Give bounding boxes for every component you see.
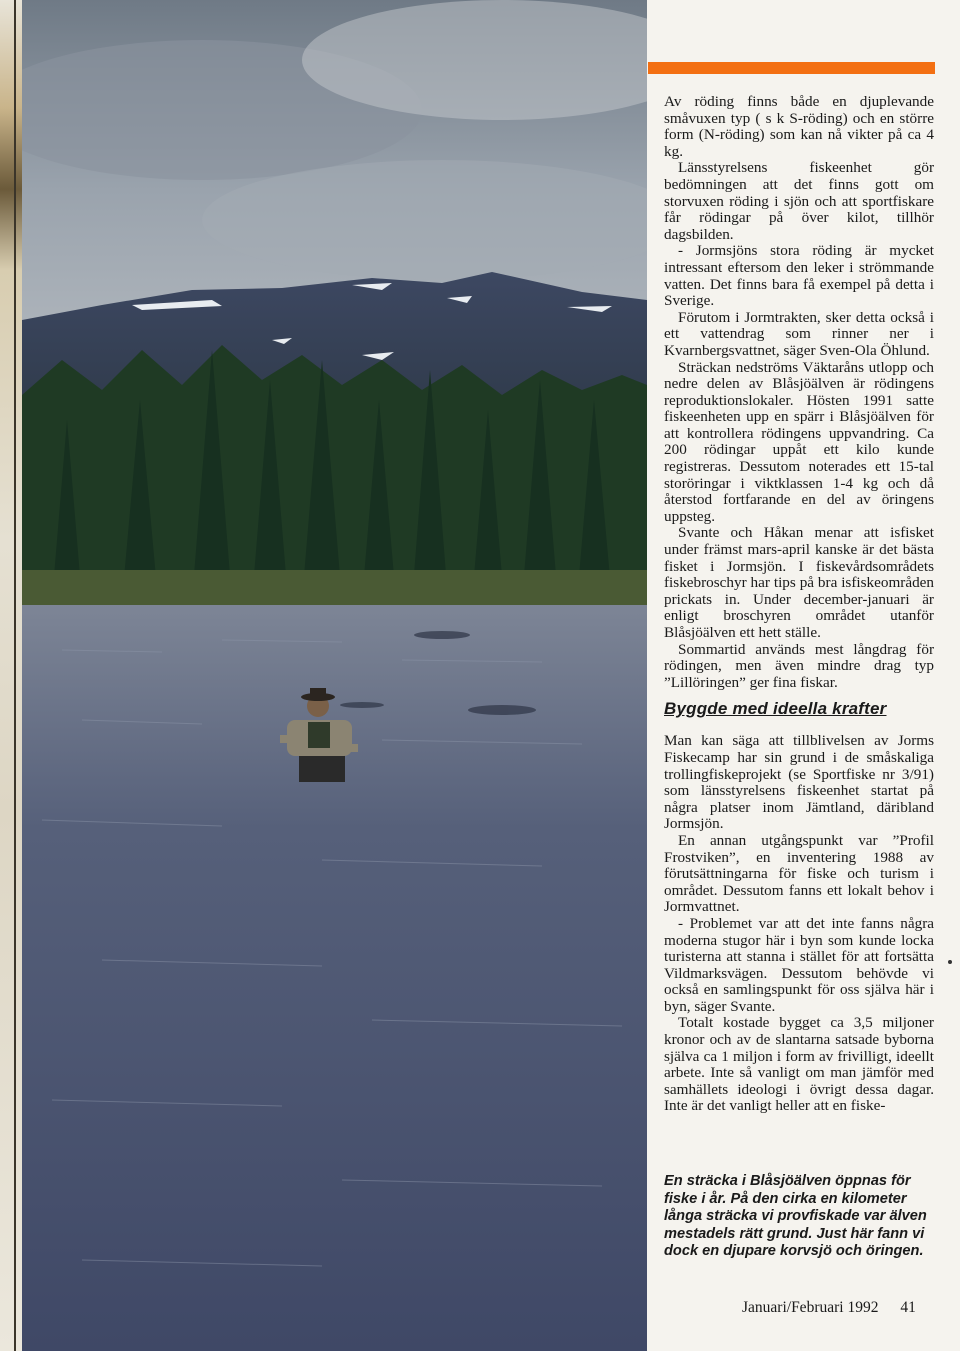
river-photo — [22, 0, 647, 1351]
section-heading: Byggde med ideella krafter — [664, 699, 887, 719]
article-column — [664, 94, 934, 1115]
page-number: 41 — [900, 1299, 916, 1316]
paragraph: Svante och Håkan menar att isfisket under främst mars-april kanske är det bästa fisket i Jormsjön. I fiskevårdsområdets fiskebroschyr har tips på bra isfiskeområden prickats in. Under december-januari är enligt broschyren området utanför Blåsjöälven ett hett ställe. — [664, 524, 934, 641]
page-spine — [14, 0, 16, 1351]
issue-date: Januari/Februari 1992 — [742, 1299, 879, 1316]
accent-bar — [648, 62, 935, 74]
paragraph: Sommartid används mest långdrag för rödingen, men även mindre drag typ ”Lillöringen” ger fina fiskar. — [664, 640, 934, 691]
paragraph: - Jormsjöns stora röding är mycket intressant eftersom den leker i strömmande vatten. Det finns bara få exempel på detta i Sverige. — [664, 242, 934, 310]
paragraph: - Problemet var att det inte fanns några moderna stugor här i byn som kunde locka turisterna att stanna i stället för att fortsätta Vildmarksvägen. Dessutom behövde vi också en samlingspunkt för oss själva här i byn, säger Svante. — [664, 914, 934, 1015]
photo-caption: En sträcka i Blåsjöälven öppnas för fiske i år. På den cirka en kilometer långa sträcka vi provfiskade var älven mestadels rätt grund. Just här fann vi dock en djupare korvsjö och öringen. — [664, 1173, 927, 1260]
paragraph: Totalt kostade bygget ca 3,5 miljoner kronor och av de slantarna satsade byborna själva ca 1 miljon i form av frivilligt, ideellt arbete. Inte så vanligt om man jämför med samhällets ideologi i övrigt dessa dagar. Inte är det vanligt heller att en fiske- — [664, 1014, 934, 1115]
paragraph: En annan utgångspunkt var ”Profil Frostviken”, en inventering 1988 av förutsättningarna för fiske och turism i området. Dessutom fanns ett lokalt behov i Jormvattnet. — [664, 831, 934, 916]
paragraph: Sträckan nedströms Väktaråns utlopp och nedre delen av Blåsjöälven är rödingens reproduktionslokaler. Hösten 1991 satte fiskeenheten upp en spärr i Blåsjöälven för att kontrollera rödingens uppvandring. Ca 200 rödingar uppåt ett kilo kunde registreras. Dessutom noterades ett 15-tal storöringar i viktklassen 1-4 kg och då återstod fortfarande en del av öringens uppsteg. — [664, 358, 934, 525]
left-page-edge — [0, 0, 22, 1351]
paragraph: Man kan säga att tillblivelsen av Jorms Fiskecamp har sin grund i de småskaliga trollingfiskeprojekt (se Sportfiske nr 3/91) som länsstyrelsens fiskeenhet startat på några platser inom Jämtland, däribland Jormsjön. — [664, 732, 934, 833]
paragraph: Av röding finns både en djuplevande småvuxen typ ( s k S-röding) och en större form (N-röding) som kan nå vikter på ca 4 kg. — [664, 93, 934, 160]
paragraph: Förutom i Jormtrakten, sker detta också i ett vattendrag som rinner ner i Kvarnbergsvattnet, säger Sven-Ola Öhlund. — [664, 308, 934, 359]
page-footer — [742, 1299, 916, 1317]
paragraph: Länsstyrelsens fiskeenhet gör bedömningen att det finns gott om storvuxen röding i sjön och att sportfiskare får rödingar på över kilot, tillhör dagsbilden. — [664, 159, 934, 243]
scan-mark — [948, 960, 952, 964]
